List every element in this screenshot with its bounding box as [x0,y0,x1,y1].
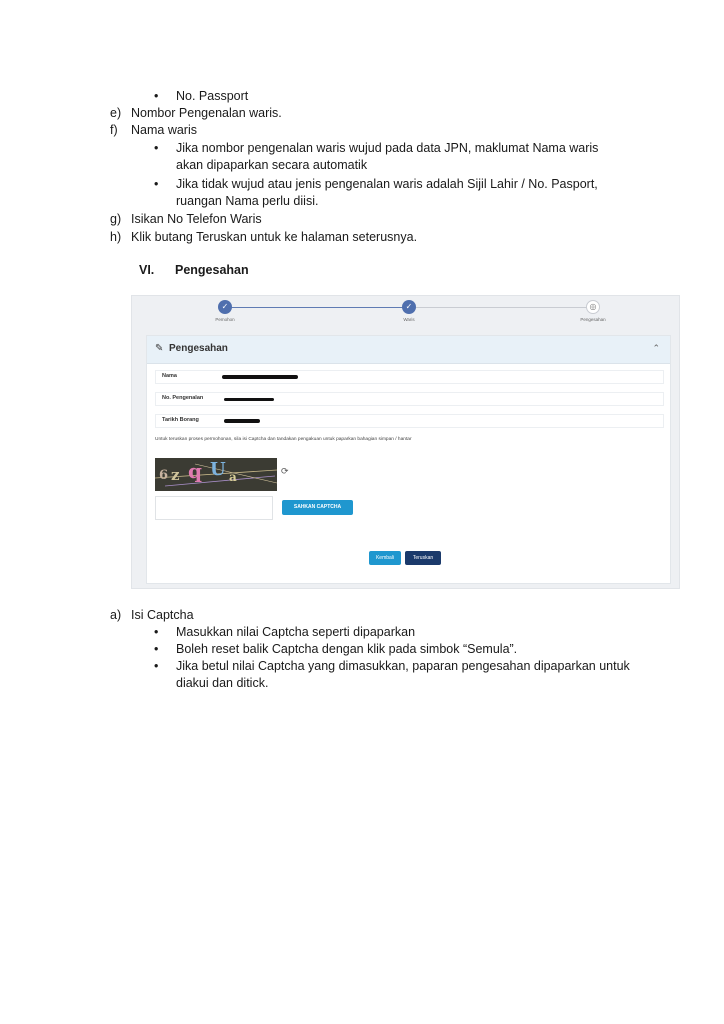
captcha-bullet-3-line2: diakui dan ditick. [176,676,269,690]
back-button[interactable]: Kembali [369,551,401,565]
pencil-icon: ✎ [155,343,164,354]
step-3-label: Pengesahan [580,317,606,322]
captcha-bullet-1: Masukkan nilai Captcha seperti dipaparkan [176,625,416,639]
list-marker-h: h) [110,230,122,244]
bullet-marker: • [154,89,159,103]
captcha-char: a [229,470,237,484]
embedded-screenshot [131,295,680,589]
list-item-h: Klik butang Teruskan untuk ke halaman seterusnya. [131,230,418,244]
field-label: No. Pengenalan [162,395,204,401]
card-title: Pengesahan [169,343,228,354]
captcha-input[interactable] [155,496,273,520]
section-title: Pengesahan [175,263,249,277]
list-item-f: Nama waris [131,123,197,137]
bullet-marker: • [154,625,159,639]
step-2-label: Waris [403,317,415,322]
bullet-marker: • [154,141,159,155]
captcha-image [155,458,277,491]
redacted-value [224,398,274,401]
redacted-value [222,375,298,379]
step-connector [409,307,593,308]
step-3-pending-icon[interactable]: ◎ [586,300,600,314]
refresh-icon[interactable]: ⟳ [281,466,289,476]
field-row-tarikh-borang [155,414,664,428]
card-header[interactable] [147,336,670,364]
next-button[interactable]: Teruskan [405,551,441,565]
progress-stepper [132,296,681,326]
field-row-no-pengenalan [155,392,664,406]
field-label: Tarikh Borang [162,417,199,423]
pengesahan-card [146,335,671,584]
captcha-char: q [188,459,202,483]
redacted-value [224,419,260,423]
nama-waris-bullet-1-line1: Jika nombor pengenalan waris wujud pada data JPN, maklumat Nama waris [176,141,599,155]
passport-bullet: No. Passport [176,89,249,103]
list-item-e: Nombor Pengenalan waris. [131,106,282,120]
section-number: VI. [139,263,155,277]
bullet-marker: • [154,177,159,191]
captcha-char: 6 [159,468,169,483]
list-item-a: Isi Captcha [131,608,194,622]
list-marker-e: e) [110,106,122,120]
bullet-marker: • [154,659,159,673]
field-row-nama [155,370,664,384]
step-1-label: Pemohon [215,317,235,322]
bullet-marker: • [154,642,159,656]
captcha-char: z [171,466,180,484]
step-1-check-icon[interactable]: ✓ [218,300,232,314]
verify-captcha-button[interactable]: SAHKAN CAPTCHA [282,500,353,515]
nama-waris-bullet-1-line2: akan dipaparkan secara automatik [176,158,368,172]
list-item-g: Isikan No Telefon Waris [131,212,262,226]
captcha-bullet-3-line1: Jika betul nilai Captcha yang dimasukkan, paparan pengesahan dipaparkan untuk [176,659,630,673]
list-marker-g: g) [110,212,122,226]
chevron-up-icon[interactable]: ⌃ [652,343,660,353]
captcha-bullet-2: Boleh reset balik Captcha dengan klik pada simbok “Semula”. [176,642,518,656]
field-label: Nama [162,373,177,379]
nama-waris-bullet-2-line1: Jika tidak wujud atau jenis pengenalan waris adalah Sijil Lahir / No. Pasport, [176,177,598,191]
instruction-text: Untuk teruskan proses permohonan, sila isi Captcha dan tandakan pengakuan untuk paparkan bahagian simpan / hantar [155,437,412,442]
nama-waris-bullet-2-line2: ruangan Nama perlu diisi. [176,194,319,208]
list-marker-f: f) [110,123,118,137]
captcha-char: U [210,459,226,480]
list-marker-a: a) [110,608,122,622]
step-connector [224,307,409,308]
step-2-check-icon[interactable]: ✓ [402,300,416,314]
